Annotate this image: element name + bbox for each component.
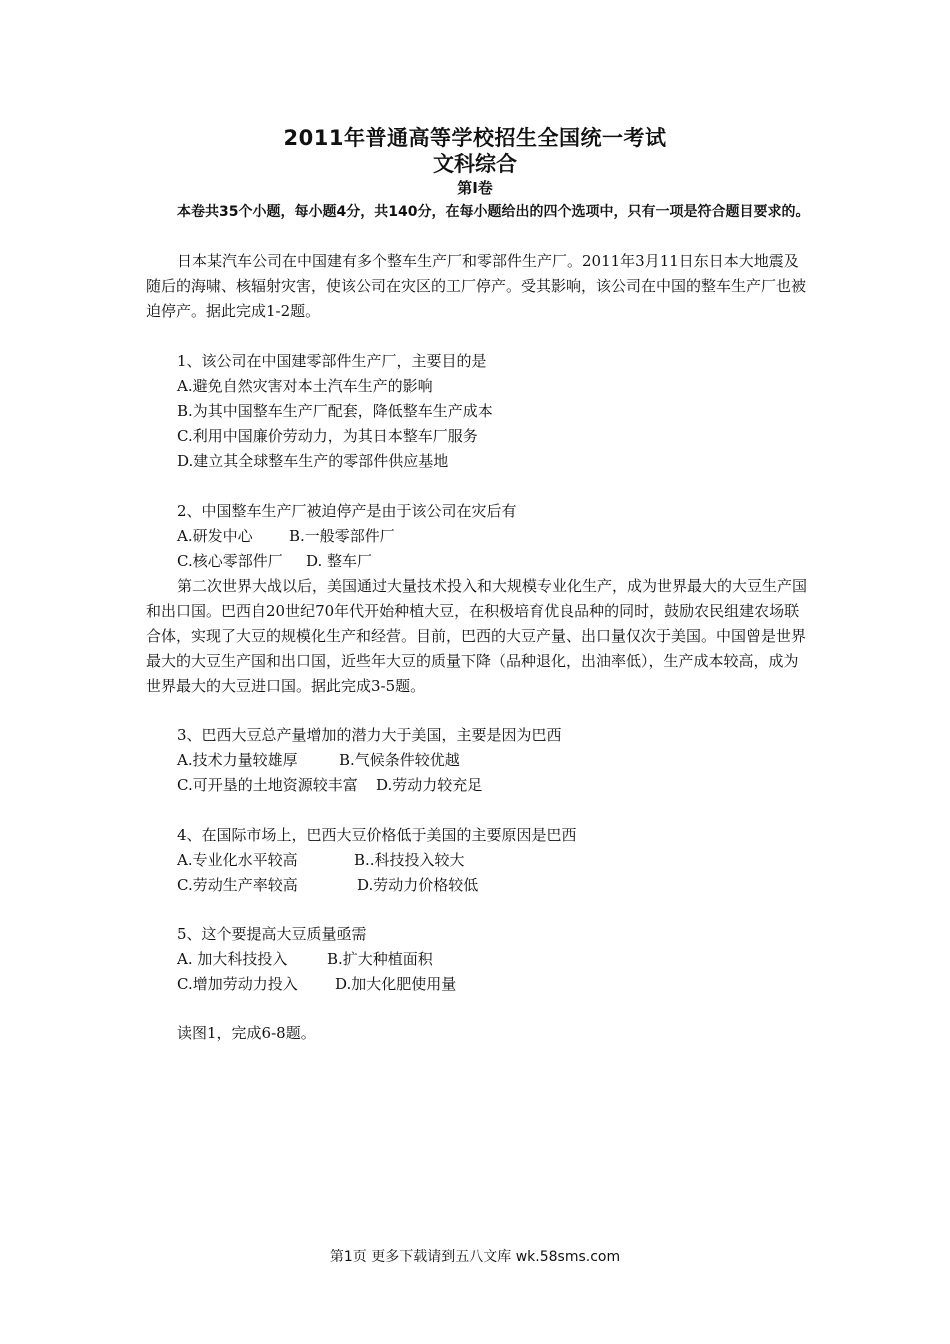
q3-option-c: C.可开垦的土地资源较丰富 [177, 776, 358, 794]
q2-option-a: A.研发中心 [177, 527, 253, 545]
q3-option-a: A.技术力量较雄厚 [177, 751, 298, 769]
q5-option-d: D.加大化肥使用量 [335, 975, 457, 993]
q1-option-b: B.为其中国整车生产厂配套，降低整车生产成本 [177, 402, 493, 420]
q4-option-c: C.劳动生产率较高 [177, 876, 298, 894]
section-label: 第Ⅰ卷 [457, 179, 493, 197]
q5-option-c: C.增加劳动力投入 [177, 975, 298, 993]
instructions: 本卷共35个小题，每小题4分，共140分，在每小题给出的四个选项中，只有一项是符合题目要求的。 [177, 204, 810, 220]
exam-subtitle: 文科综合 [433, 152, 517, 176]
q1-option-a: A.避免自然灾害对本土汽车生产的影响 [177, 377, 433, 395]
q5-option-b: B.扩大种植面积 [327, 950, 433, 968]
q2-option-c: C.核心零部件厂 [177, 552, 283, 570]
q5-option-a: A. 加大科技投入 [177, 950, 288, 968]
q1-option-d: D.建立其全球整车生产的零部件供应基地 [177, 452, 449, 470]
q5-stem: 5、这个要提高大豆质量亟需 [177, 925, 367, 943]
page-footer: 第1页 更多下载请到五八文库 wk.58sms.com [329, 1249, 621, 1265]
passage-2: 第二次世界大战以后，美国通过大量技术投入和大规模专业化生产，成为世界最大的大豆生产国和出口国。巴西自20世纪70年代开始种植大豆，在积极培育优良品种的同时，鼓励农民组建农场联合体，实现了大豆的规模化生产和经营。目前，巴西的大豆产量、出口量仅次于美国。中国曾是世界最大的大豆生产国和出口国，近些年大豆的质量下降（品种退化，出油率低），生产成本较高，成为世界最大的大豆进口国。据此完成3-5题。 [146, 577, 808, 695]
read-figure-instruction: 读图1，完成6-8题。 [177, 1024, 316, 1042]
q3-stem: 3、巴西大豆总产量增加的潜力大于美国，主要是因为巴西 [177, 726, 562, 744]
exam-title: 2011年普通高等学校招生全国统一考试 [283, 126, 667, 150]
q4-option-b: B..科技投入较大 [354, 851, 465, 869]
q4-stem: 4、在国际市场上，巴西大豆价格低于美国的主要原因是巴西 [177, 826, 577, 844]
q3-option-b: B.气候条件较优越 [339, 751, 460, 769]
q4-option-d: D.劳动力价格较低 [357, 876, 479, 894]
q1-option-c: C.利用中国廉价劳动力，为其日本整车厂服务 [177, 427, 478, 445]
q2-stem: 2、中国整车生产厂被迫停产是由于该公司在灾后有 [177, 502, 517, 520]
q4-option-a: A.专业化水平较高 [177, 851, 298, 869]
q2-option-b: B.一般零部件厂 [289, 527, 395, 545]
q2-option-d: D. 整车厂 [306, 552, 373, 570]
q3-option-d: D.劳动力较充足 [376, 776, 483, 794]
q1-stem: 1、该公司在中国建零部件生产厂，主要目的是 [177, 352, 487, 370]
passage-1: 日本某汽车公司在中国建有多个整车生产厂和零部件生产厂。2011年3月11日东日本大地震及随后的海啸、核辐射灾害，使该公司在灾区的工厂停产。受其影响，该公司在中国的整车生产厂也被迫停产。据此完成1-2题。 [146, 252, 807, 320]
